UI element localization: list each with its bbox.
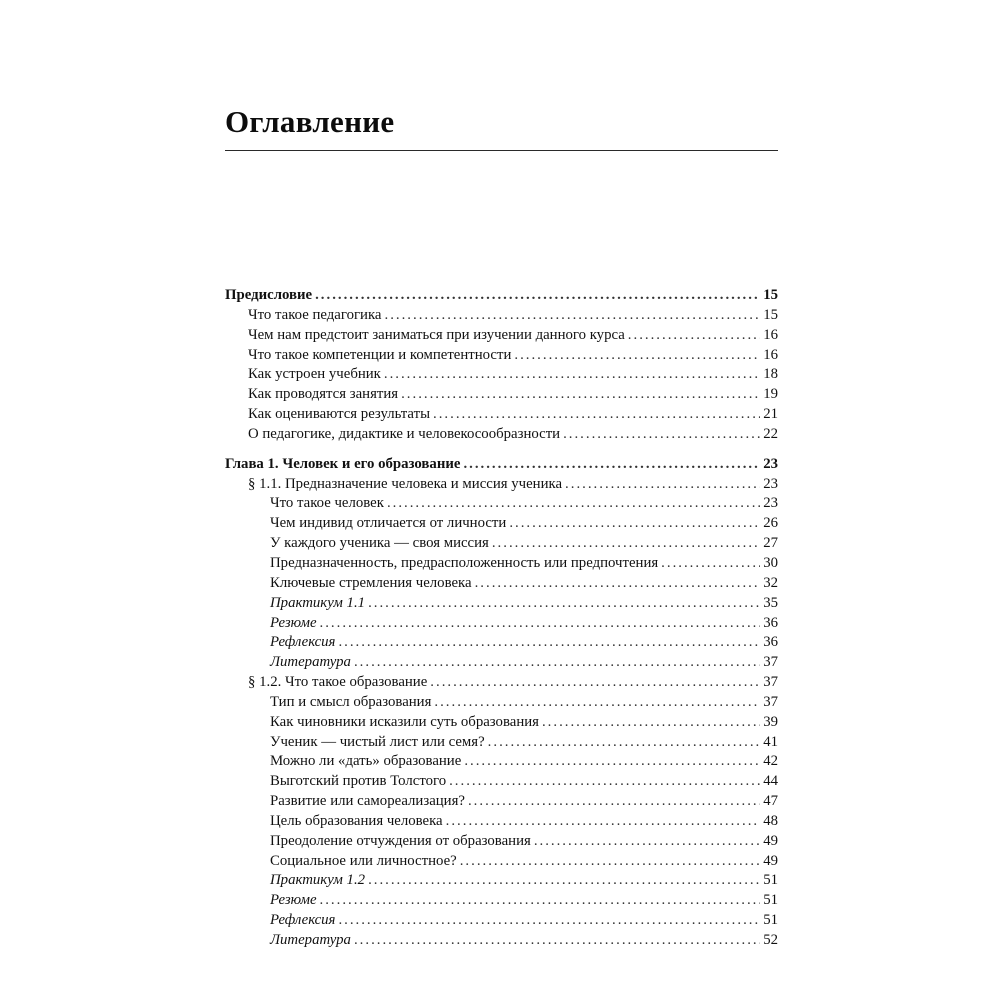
toc-entry bbox=[225, 326, 778, 346]
toc-entry bbox=[225, 614, 778, 634]
toc-entry-label: Чем индивид отличается от личности bbox=[270, 515, 507, 532]
toc-leader-dots bbox=[338, 911, 760, 931]
toc-entry-page: 47 bbox=[763, 793, 778, 810]
toc-entry bbox=[225, 752, 778, 772]
toc-entry-page: 15 bbox=[763, 306, 778, 323]
toc-entry bbox=[225, 534, 778, 554]
toc-entry-label: Тип и смысл образования bbox=[270, 693, 432, 710]
toc-leader-dots bbox=[492, 534, 760, 554]
toc-entry-page: 18 bbox=[763, 366, 778, 383]
toc-entry-label: Предназначенность, предрасположенность или предпочтения bbox=[270, 554, 659, 571]
page-title: Оглавление bbox=[225, 104, 395, 139]
toc-entry bbox=[225, 306, 778, 326]
toc-entry-label: Социальное или личностное? bbox=[270, 852, 457, 869]
toc-entry-page: 42 bbox=[763, 753, 778, 770]
toc-entry-label: Как оцениваются результаты bbox=[248, 406, 431, 423]
title-rule bbox=[225, 150, 778, 151]
toc-leader-dots bbox=[430, 673, 760, 693]
toc-entry bbox=[225, 832, 778, 852]
toc-entry bbox=[225, 385, 778, 405]
toc-entry-label: У каждого ученика — своя миссия bbox=[270, 535, 489, 552]
toc-entry-label: Цель образования человека bbox=[270, 812, 443, 829]
toc-entry-label: Ученик — чистый лист или семя? bbox=[270, 733, 485, 750]
toc-leader-dots bbox=[338, 633, 760, 653]
toc-entry-label: § 1.2. Что такое образование bbox=[248, 674, 428, 691]
toc-leader-dots bbox=[475, 574, 761, 594]
toc-entry-page: 52 bbox=[763, 932, 778, 948]
toc-list bbox=[225, 286, 778, 951]
toc-entry bbox=[225, 673, 778, 693]
toc-entry-label: Как чиновники исказили суть образования bbox=[270, 713, 539, 730]
toc-entry-page: 44 bbox=[763, 773, 778, 790]
toc-leader-dots bbox=[468, 792, 760, 812]
toc-entry bbox=[225, 365, 778, 385]
toc-entry bbox=[225, 792, 778, 812]
toc-leader-dots bbox=[661, 554, 760, 574]
toc-entry bbox=[225, 812, 778, 832]
toc-leader-dots bbox=[464, 752, 760, 772]
toc-entry-label: Предисловие bbox=[225, 287, 313, 303]
toc-entry bbox=[225, 871, 778, 891]
toc-entry-label: Практикум 1.2 bbox=[270, 872, 366, 889]
toc-leader-dots bbox=[387, 494, 760, 514]
toc-entry bbox=[225, 574, 778, 594]
toc-leader-dots bbox=[460, 852, 760, 872]
toc-entry-label: Можно ли «дать» образование bbox=[270, 753, 462, 770]
toc-leader-dots bbox=[488, 733, 761, 753]
toc-entry-page: 37 bbox=[763, 693, 778, 710]
toc-leader-dots bbox=[315, 286, 760, 306]
toc-entry-label: Резюме bbox=[270, 614, 317, 631]
toc-entry-label: Преодоление отчуждения от образования bbox=[270, 832, 531, 849]
toc-entry-page: 16 bbox=[763, 326, 778, 343]
toc-entry-label: Практикум 1.1 bbox=[270, 594, 366, 611]
toc-entry-page: 39 bbox=[763, 713, 778, 730]
toc-entry-page: 21 bbox=[763, 406, 778, 423]
toc-leader-dots bbox=[320, 614, 761, 634]
toc-entry-page: 48 bbox=[763, 812, 778, 829]
toc-entry-label: Рефлексия bbox=[270, 634, 336, 651]
toc-entry-page: 23 bbox=[763, 455, 778, 472]
toc-entry bbox=[225, 852, 778, 872]
toc-entry-label: Рефлексия bbox=[270, 912, 336, 929]
toc-entry bbox=[225, 286, 778, 306]
toc-entry-page: 22 bbox=[763, 425, 778, 442]
toc-entry bbox=[225, 475, 778, 495]
toc-entry-page: 32 bbox=[763, 574, 778, 591]
toc-entry bbox=[225, 594, 778, 614]
toc-entry-page: 35 bbox=[763, 594, 778, 611]
toc-entry-page: 49 bbox=[763, 832, 778, 849]
toc-entry bbox=[225, 653, 778, 673]
toc-entry-page: 51 bbox=[763, 912, 778, 929]
toc-leader-dots bbox=[565, 475, 760, 495]
toc-entry-page: 49 bbox=[763, 852, 778, 869]
toc-entry-label: О педагогике, дидактике и человекосообразности bbox=[248, 425, 561, 442]
toc-entry-page: 27 bbox=[763, 535, 778, 552]
toc-entry-label: Что такое человек bbox=[270, 495, 384, 512]
toc-leader-dots bbox=[509, 514, 760, 534]
toc-entry-label: Резюме bbox=[270, 892, 317, 909]
toc-entry-label: Глава 1. Человек и его образование bbox=[225, 455, 461, 472]
toc-entry bbox=[225, 713, 778, 733]
toc-leader-dots bbox=[463, 455, 760, 475]
toc-leader-dots bbox=[433, 405, 760, 425]
toc-entry-label: Литература bbox=[270, 932, 351, 948]
toc-entry bbox=[225, 633, 778, 653]
toc-entry-page: 23 bbox=[763, 495, 778, 512]
toc-entry-label: Что такое педагогика bbox=[248, 306, 382, 323]
toc-leader-dots bbox=[542, 713, 760, 733]
toc-entry-page: 36 bbox=[763, 614, 778, 631]
toc-entry bbox=[225, 911, 778, 931]
toc-leader-dots bbox=[449, 772, 760, 792]
toc-entry-page: 37 bbox=[763, 674, 778, 691]
toc-entry-label: Как проводятся занятия bbox=[248, 386, 399, 403]
toc-entry-page: 19 bbox=[763, 386, 778, 403]
toc-entry-label: Развитие или самореализация? bbox=[270, 793, 465, 810]
toc-entry-page: 36 bbox=[763, 634, 778, 651]
toc-entry bbox=[225, 494, 778, 514]
toc-entry bbox=[225, 733, 778, 753]
toc-leader-dots bbox=[320, 891, 761, 911]
toc-entry bbox=[225, 346, 778, 366]
toc-entry-page: 37 bbox=[763, 654, 778, 671]
toc-entry bbox=[225, 455, 778, 475]
toc-leader-dots bbox=[384, 365, 760, 385]
toc-entry-label: Ключевые стремления человека bbox=[270, 574, 472, 591]
toc-entry-label: Чем нам предстоит заниматься при изучении данного курса bbox=[248, 326, 625, 343]
toc-entry bbox=[225, 514, 778, 534]
toc-entry bbox=[225, 772, 778, 792]
toc-leader-dots bbox=[434, 693, 760, 713]
toc-leader-dots bbox=[446, 812, 761, 832]
toc-leader-dots bbox=[401, 385, 760, 405]
toc-entry-label: Выготский против Толстого bbox=[270, 773, 447, 790]
toc-leader-dots bbox=[563, 425, 760, 445]
toc-entry-page: 23 bbox=[763, 475, 778, 492]
toc-entry-label: Что такое компетенции и компетентности bbox=[248, 346, 512, 363]
toc-leader-dots bbox=[368, 871, 760, 891]
toc-entry bbox=[225, 891, 778, 911]
toc-entry-label: § 1.1. Предназначение человека и миссия ученика bbox=[248, 475, 563, 492]
toc-entry-page: 15 bbox=[763, 287, 778, 303]
toc-leader-dots bbox=[514, 346, 760, 366]
toc-entry bbox=[225, 405, 778, 425]
toc-entry bbox=[225, 931, 778, 951]
toc-leader-dots bbox=[628, 326, 760, 346]
toc-entry bbox=[225, 425, 778, 445]
toc-entry-label: Как устроен учебник bbox=[248, 366, 381, 383]
toc-entry-page: 51 bbox=[763, 872, 778, 889]
toc-entry bbox=[225, 554, 778, 574]
toc-entry-page: 30 bbox=[763, 554, 778, 571]
toc-entry-page: 26 bbox=[763, 515, 778, 532]
toc-leader-dots bbox=[368, 594, 760, 614]
toc-leader-dots bbox=[385, 306, 761, 326]
toc-leader-dots bbox=[354, 931, 760, 951]
toc-leader-dots bbox=[354, 653, 760, 673]
toc-entry-page: 51 bbox=[763, 892, 778, 909]
toc-entry bbox=[225, 693, 778, 713]
toc-leader-dots bbox=[534, 832, 760, 852]
toc-entry-label: Литература bbox=[270, 654, 351, 671]
toc-entry-page: 16 bbox=[763, 346, 778, 363]
toc-entry-page: 41 bbox=[763, 733, 778, 750]
